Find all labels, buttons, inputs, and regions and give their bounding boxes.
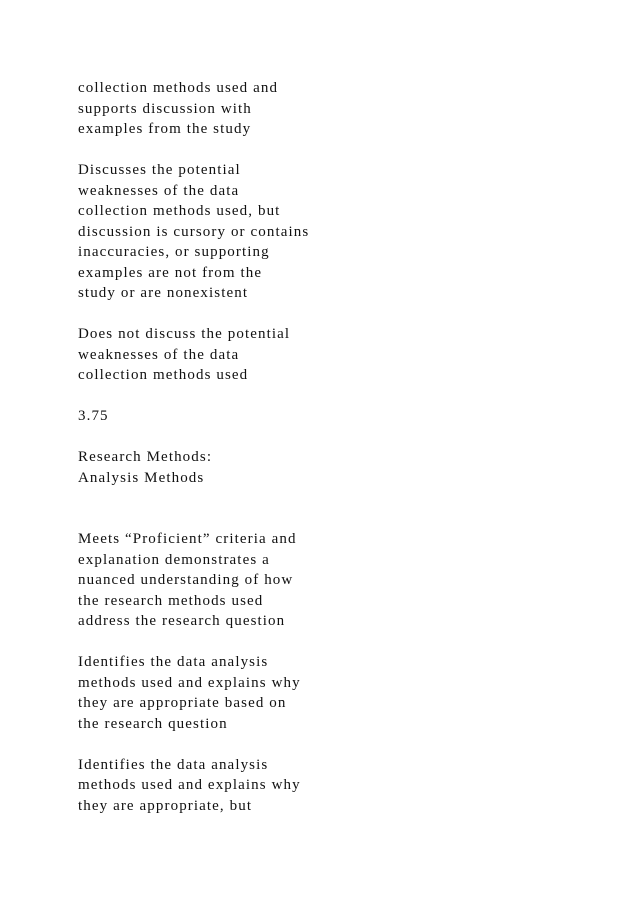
text-line: inaccuracies, or supporting [78, 244, 270, 260]
paragraph-proficient-data-collection [78, 78, 618, 140]
text-line: the research methods used [78, 592, 264, 609]
criterion-heading-line: Analysis Methods [78, 469, 205, 486]
text-line: study or are nonexistent [78, 285, 249, 301]
paragraph-needs-improvement-analysis [78, 755, 618, 817]
text-line: nuanced understanding of how [78, 572, 294, 588]
document-page [78, 78, 618, 837]
text-line: Discusses the potential [78, 162, 241, 178]
paragraph-criterion-heading [78, 447, 618, 488]
paragraph-not-evident-data-collection [78, 324, 618, 386]
text-line: collection methods used, but [78, 203, 281, 219]
text-line: methods used and explains why [78, 777, 301, 793]
text-line: they are appropriate, but [78, 797, 253, 814]
paragraph-needs-improvement-data-collection [78, 160, 618, 304]
text-line: methods used and explains why [78, 674, 301, 691]
text-line: weaknesses of the data [78, 182, 240, 199]
text-line: Identifies the data analysis [78, 654, 269, 670]
text-line: supports discussion with [78, 100, 252, 117]
text-line: collection methods used and [78, 80, 279, 96]
text-line: Does not discuss the potential [78, 326, 291, 342]
text-line: collection methods used [78, 367, 249, 383]
text-line: they are appropriate based on [78, 695, 287, 711]
paragraph-proficient-analysis [78, 652, 618, 734]
score-value: 3.75 [78, 408, 109, 424]
text-line: examples from the study [78, 121, 252, 137]
text-line: examples are not from the [78, 264, 263, 281]
text-line: the research question [78, 715, 228, 732]
text-line: Identifies the data analysis [78, 756, 269, 773]
criterion-heading-line: Research Methods: [78, 449, 213, 465]
text-line: address the research question [78, 613, 286, 629]
text-line: explanation demonstrates a [78, 551, 270, 568]
text-line: discussion is cursory or contains [78, 223, 310, 240]
paragraph-score-value [78, 406, 618, 427]
text-line: Meets “Proficient” criteria and [78, 531, 297, 547]
paragraph-exemplary-analysis [78, 529, 618, 632]
text-line: weaknesses of the data [78, 346, 240, 363]
